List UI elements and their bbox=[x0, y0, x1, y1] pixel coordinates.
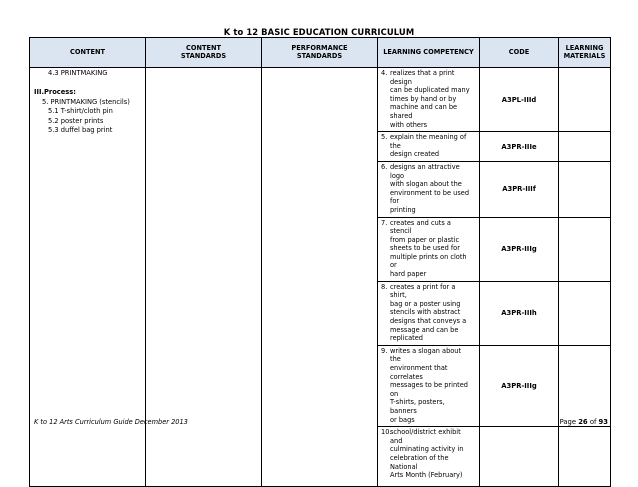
learning-materials-cell bbox=[559, 132, 611, 162]
performance-standards-cell bbox=[262, 68, 378, 487]
competency-line: hard paper bbox=[390, 270, 427, 279]
learning-competency-cell bbox=[378, 281, 480, 345]
competency-text bbox=[390, 219, 472, 279]
competency-line: Arts Month (February) bbox=[390, 471, 463, 480]
competency-line: creates a print for a shirt, bbox=[390, 282, 456, 300]
content-line: III.Process: bbox=[34, 88, 76, 96]
document-title: K to 12 BASIC EDUCATION CURRICULUM bbox=[223, 27, 415, 37]
learning-competency-cell bbox=[378, 345, 480, 426]
code-cell: A3PR-IIIg bbox=[480, 217, 559, 281]
learning-competency-cell bbox=[378, 217, 480, 281]
content-line: 5.3 duffel bag print bbox=[48, 126, 113, 134]
learning-materials-cell bbox=[559, 427, 611, 487]
competency-line: machine and can be shared bbox=[390, 103, 458, 120]
competency-text bbox=[390, 283, 472, 343]
competency-number: 10. bbox=[381, 428, 392, 437]
header-content-standards: CONTENT STANDARDS bbox=[146, 38, 262, 68]
table-header-row bbox=[30, 38, 611, 68]
footer-page-number: Page 26 of 93 bbox=[559, 418, 608, 426]
header-content: CONTENT bbox=[30, 38, 146, 68]
header-learning-materials: LEARNING MATERIALS bbox=[559, 38, 611, 68]
competency-line: stencils with abstract bbox=[390, 308, 461, 317]
learning-competency-cell bbox=[378, 132, 480, 162]
code-cell: A3PR-IIIe bbox=[480, 132, 559, 162]
learning-materials-cell bbox=[559, 217, 611, 281]
competency-line: printing bbox=[390, 205, 416, 214]
competency-line: message and can be bbox=[390, 325, 459, 334]
competency-text bbox=[390, 69, 472, 129]
learning-materials-cell bbox=[559, 281, 611, 345]
learning-materials-cell bbox=[559, 161, 611, 217]
competency-line: messages to be printed on bbox=[390, 381, 468, 398]
competency-line: designs an attractive logo bbox=[390, 162, 460, 180]
learning-materials-cell bbox=[559, 345, 611, 426]
competency-line: replicated bbox=[390, 334, 423, 343]
code-cell: A3PR-IIIf bbox=[480, 161, 559, 217]
competency-number: 9. bbox=[381, 346, 388, 355]
competency-line: from paper or plastic bbox=[390, 235, 460, 244]
footer-guide-title: K to 12 Arts Curriculum Guide December 2013 bbox=[34, 418, 188, 426]
header-performance-standards: PERFORMANCE STANDARDS bbox=[262, 38, 378, 68]
competency-number: 4. bbox=[381, 69, 388, 77]
content-line: 5.2 poster prints bbox=[48, 116, 104, 125]
competency-number: 5. bbox=[381, 133, 388, 142]
learning-materials-cell bbox=[559, 68, 611, 132]
learning-competency-cell bbox=[378, 427, 480, 487]
header-code: CODE bbox=[480, 38, 559, 68]
competency-line: multiple prints on cloth or bbox=[390, 252, 467, 270]
competency-number: 7. bbox=[381, 218, 388, 227]
competency-line: bag or a poster using bbox=[390, 299, 461, 308]
competency-text bbox=[390, 163, 472, 215]
code-cell: A3PR-IIIg bbox=[480, 345, 559, 426]
competency-line: realizes that a print design bbox=[390, 69, 455, 86]
competency-line: with slogan about the bbox=[390, 180, 462, 189]
learning-competency-cell bbox=[378, 68, 480, 132]
content-line: 4.3 PRINTMAKING bbox=[48, 69, 108, 77]
competency-line: or bags bbox=[390, 415, 415, 424]
competency-line: design created bbox=[390, 150, 440, 159]
content-line: 5. PRINTMAKING (stencils) bbox=[42, 97, 130, 106]
competency-number: 6. bbox=[381, 162, 388, 171]
competency-line: explain the meaning of the bbox=[390, 133, 467, 150]
competency-line: times by hand or by bbox=[390, 94, 457, 103]
competency-text bbox=[390, 133, 472, 159]
header-learning-competency: LEARNING COMPETENCY bbox=[378, 38, 480, 68]
competency-line: can be duplicated many bbox=[390, 86, 470, 95]
code-cell: A3PL-IIId bbox=[480, 68, 559, 132]
competency-line: writes a slogan about the bbox=[390, 346, 462, 364]
competency-line: culminating activity in bbox=[390, 445, 464, 454]
competency-line: sheets to be used for bbox=[390, 244, 460, 253]
competency-line: designs that conveys a bbox=[390, 317, 467, 326]
competency-line: environment that correlates bbox=[390, 364, 448, 381]
competency-line: with others bbox=[390, 120, 428, 129]
content-line: 5.1 T-shirt/cloth pin bbox=[48, 107, 113, 115]
competency-line: environment to be used for bbox=[390, 188, 469, 206]
competency-text bbox=[390, 428, 472, 480]
competency-text bbox=[390, 347, 472, 424]
table-row bbox=[30, 68, 611, 132]
competency-line: school/district exhibit and bbox=[390, 428, 461, 445]
competency-number: 8. bbox=[381, 282, 388, 291]
competency-line: creates and cuts a stencil bbox=[390, 218, 451, 236]
code-cell: A3PR-IIIh bbox=[480, 281, 559, 345]
learning-competency-cell bbox=[378, 161, 480, 217]
code-cell bbox=[480, 427, 559, 487]
competency-line: celebration of the National bbox=[390, 453, 449, 471]
competency-line: T-shirts, posters, banners bbox=[390, 398, 445, 415]
